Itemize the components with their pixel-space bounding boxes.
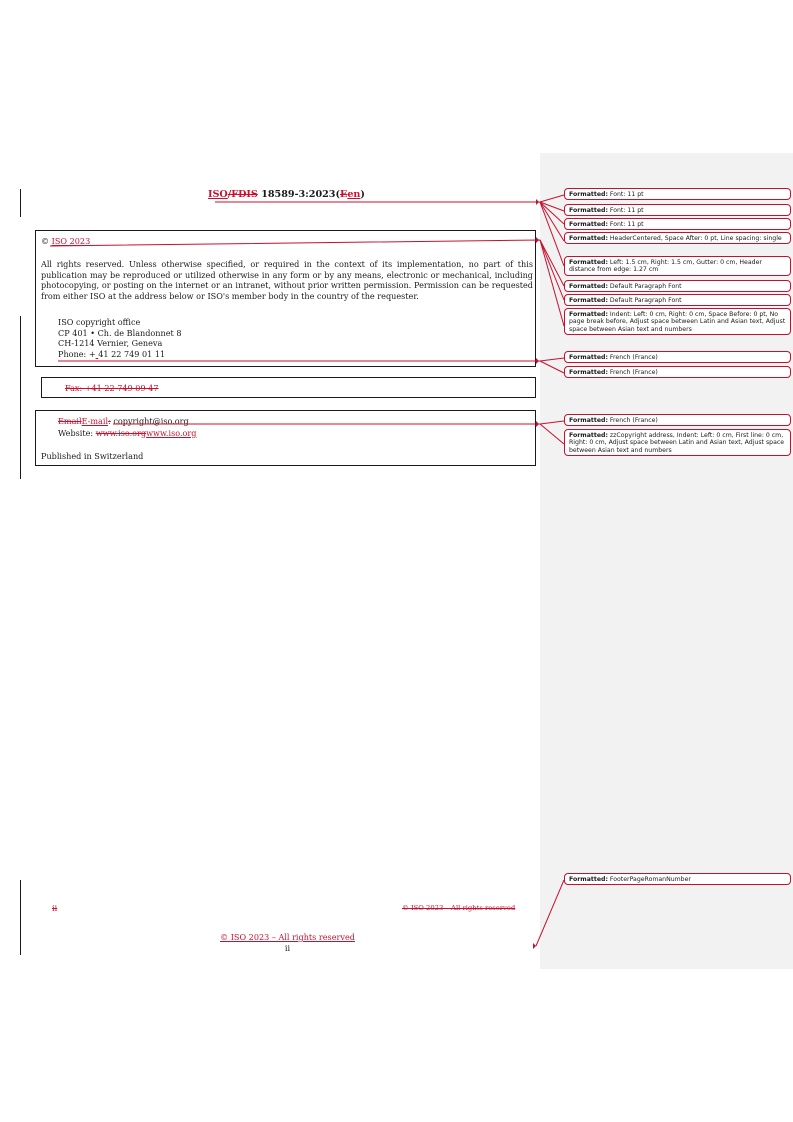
format-balloon[interactable]: Formatted: zzCopyright address, Indent: Left: 0 cm, First line: 0 cm, Right: 0 cm, Adjust space between Latin and Asian text, Adjust space between Asian text and numbers — [564, 429, 791, 456]
connector-anchor — [536, 421, 539, 427]
header-fdis-deleted: /FDIS — [227, 189, 258, 200]
connector-anchor — [536, 237, 539, 243]
footer-page-number: ii — [284, 943, 291, 953]
footer-copyright-deleted: © ISO 2023 – All rights reserved — [402, 904, 516, 912]
copyright-iso-year: ISO 2023 — [51, 236, 91, 246]
format-balloon[interactable]: Formatted: Default Paragraph Font — [564, 280, 791, 292]
header-number: 18589-3:2023( — [257, 189, 341, 200]
format-balloon[interactable]: Formatted: Default Paragraph Font — [564, 294, 791, 306]
format-balloon[interactable]: Formatted: Left: 1.5 cm, Right: 1.5 cm, Gutter: 0 cm, Header distance from edge: 1.27 cm — [564, 256, 791, 276]
format-balloon[interactable]: Formatted: French (France) — [564, 414, 791, 426]
format-balloon[interactable]: Formatted: French (France) — [564, 351, 791, 363]
header-close: ) — [360, 189, 365, 200]
format-balloon[interactable]: Formatted: Font: 11 pt — [564, 218, 791, 230]
format-balloon[interactable]: Formatted: HeaderCentered, Space After: 0 pt, Line spacing: single — [564, 232, 791, 244]
copyright-line: © ISO 2023 — [41, 236, 91, 246]
website-line: Website: www.iso.orgwww.iso.org — [58, 428, 197, 438]
format-balloon[interactable]: Formatted: Font: 11 pt — [564, 188, 791, 200]
format-balloon[interactable]: Formatted: Indent: Left: 0 cm, Right: 0 cm, Space Before: 0 pt, No page break before, Adjust space between Latin and Asian text, Adjust space between Asian text and numbers — [564, 308, 791, 335]
office-name: ISO copyright office — [58, 317, 141, 327]
format-balloon[interactable]: Formatted: Font: 11 pt — [564, 204, 791, 216]
connector-anchor — [536, 358, 539, 364]
document-header — [0, 189, 573, 201]
header-e-deleted: E — [340, 189, 348, 200]
email-line: EmailE-mail: copyright@iso.org — [58, 416, 189, 426]
rights-paragraph: All rights reserved. Unless otherwise specified, or required in the context of its implementation, no part of this publication may be reproduced or utilized otherwise in any form or by any means, electronic or mechanical, including photocopying, or posting on the internet or an intranet, without prior written permission. Permission can be requested from either ISO at the address below or ISO's member body in the country of the requester. — [41, 259, 533, 301]
copyright-address — [58, 317, 182, 359]
published-line: Published in Switzerland — [41, 451, 144, 461]
footer-page-deleted: ii — [52, 903, 58, 913]
footer-copyright-inserted: © ISO 2023 – All rights reserved — [220, 932, 355, 942]
address-line-1: CP 401 • Ch. de Blandonnet 8 — [58, 327, 182, 338]
fax-line: Fax: +41 22 749 09 47 — [65, 383, 159, 393]
header-iso: ISO — [208, 189, 228, 200]
format-balloon[interactable]: Formatted: FooterPageRomanNumber — [564, 873, 791, 885]
phone-line: Phone: + 41 22 749 01 11 — [58, 348, 166, 359]
header-en-inserted: en — [347, 189, 361, 200]
change-bar — [20, 316, 21, 479]
format-balloon[interactable]: Formatted: French (France) — [564, 366, 791, 378]
address-line-2: CH-1214 Vernier, Geneva — [58, 338, 163, 348]
